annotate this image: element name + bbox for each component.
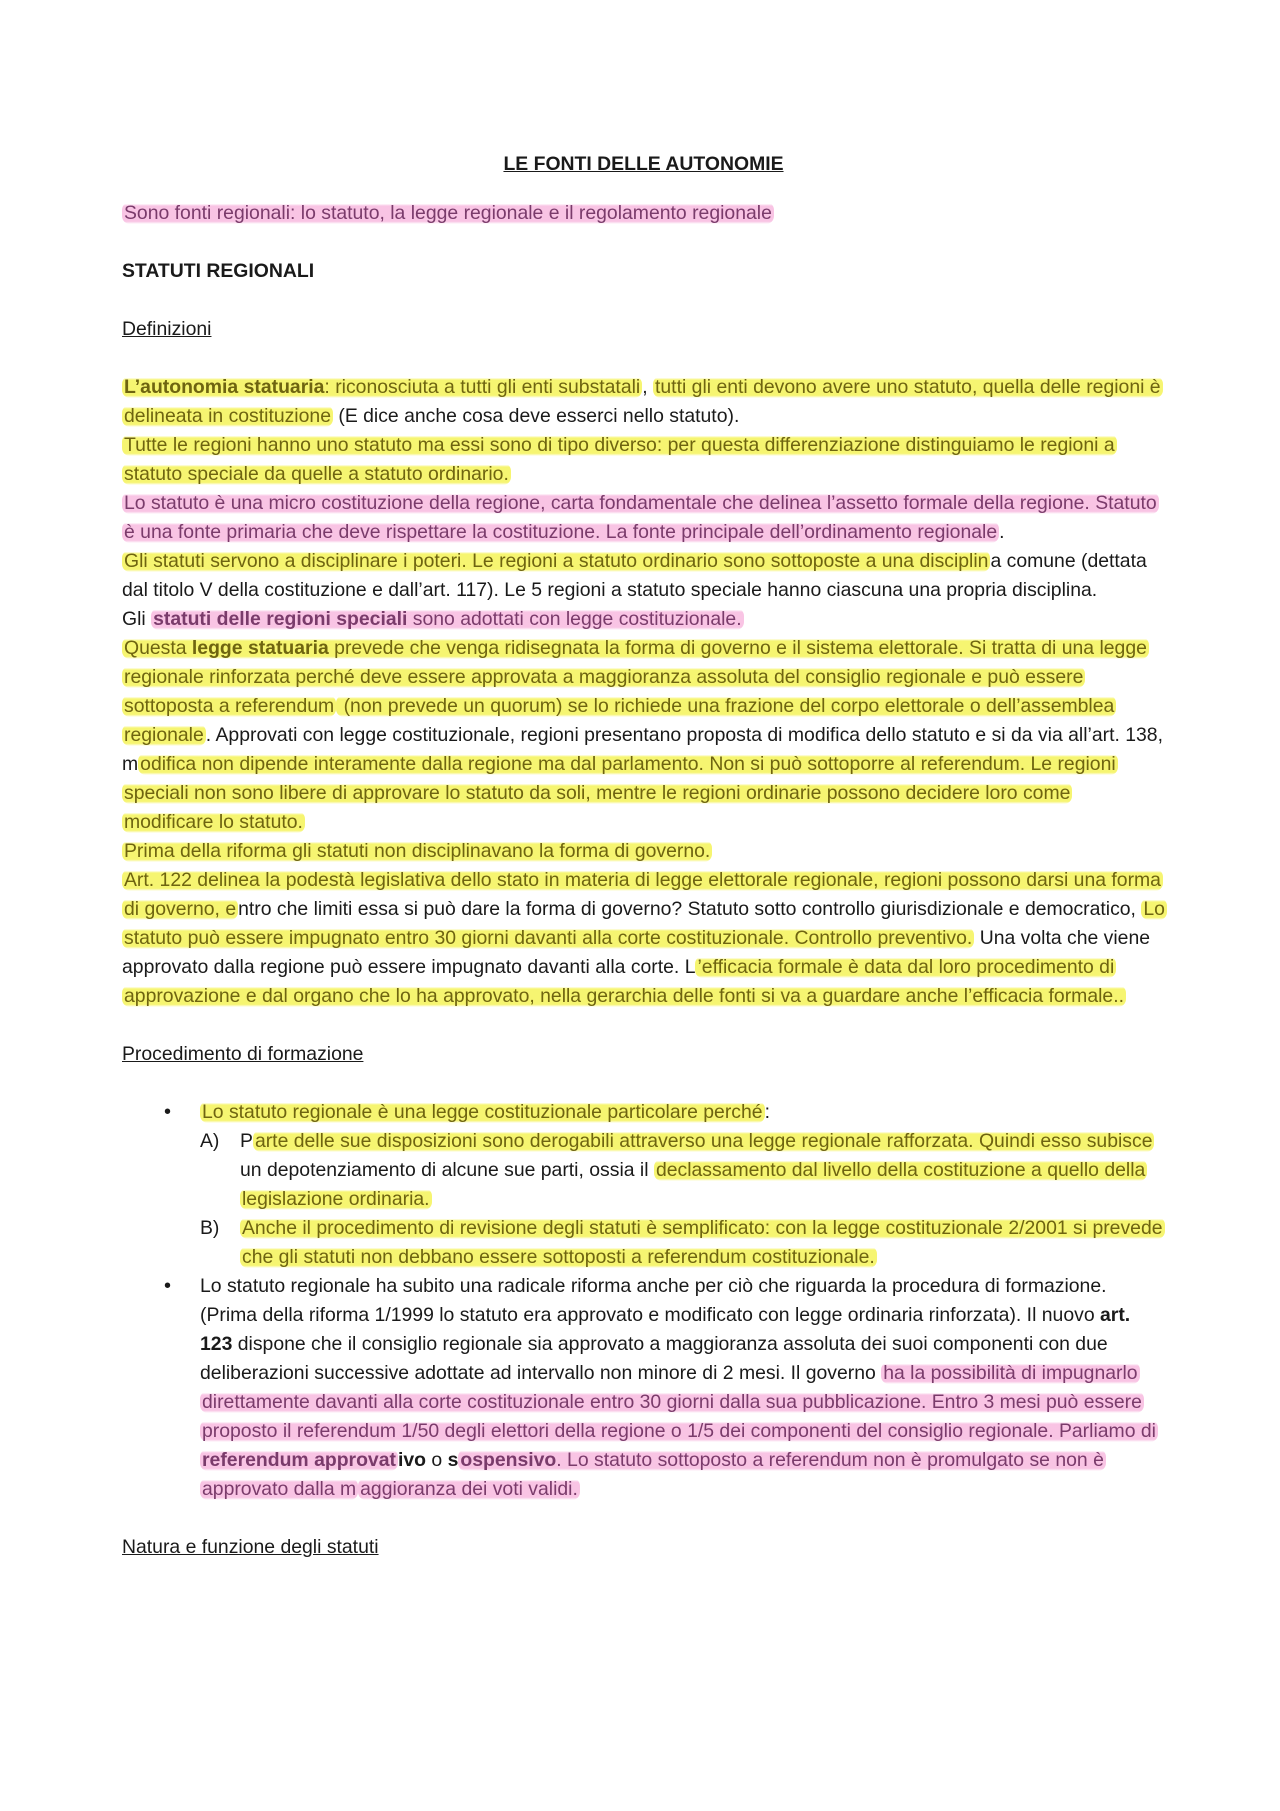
highlight-pink: Lo statuto è una micro costituzione della regione, carta fondamentale che delinea l’assetto formale della regione. Statuto è una fonte primaria che deve rispettare la costituzione. La fonte principale dell’ordinamento regionale <box>124 492 1157 543</box>
sub-list-item <box>200 1214 1165 1272</box>
sub-list-label: B) <box>200 1217 220 1239</box>
text-run: prevede che venga ridisegnata la forma di governo e il sistema elettorale. Si tratta di una legge regionale rinforzata perché deve essere approvata a maggioranza assoluta del consiglio regionale e può essere sottoposta a referendum <box>124 637 1147 717</box>
highlight-yellow: Lo statuto può essere impugnato entro 30 giorni davanti alla corte costituzionale. Controllo preventivo. <box>124 898 1165 949</box>
sub-list <box>200 1127 1165 1272</box>
bold-term: referendum approvat <box>202 1449 396 1471</box>
paragraph-art-122 <box>122 866 1165 1011</box>
bullet-list <box>122 1098 1165 1504</box>
sub-list-label: A) <box>200 1130 220 1152</box>
paragraph-legge-statuaria <box>122 634 1165 837</box>
text-run: , <box>642 376 654 398</box>
highlight-yellow: tutti gli enti devono avere uno statuto, quella delle regioni è delineata in costituzione <box>124 376 1161 427</box>
subheading-definizioni: Definizioni <box>122 318 212 340</box>
highlight-yellow: Prima della riforma gli statuti non disciplinavano la forma di governo. <box>124 840 711 862</box>
paragraph-prima-riforma <box>122 837 1165 866</box>
paragraph-disciplina <box>122 547 1165 605</box>
intro-paragraph <box>122 199 1165 228</box>
text-run: un depotenziamento di alcune sue parti, ossia il <box>240 1159 654 1181</box>
highlight-yellow: declassamento dal livello della costituzione a quello della legislazione ordinaria. <box>242 1159 1146 1210</box>
text-run: P <box>240 1130 253 1152</box>
list-item <box>200 1272 1165 1504</box>
sub-list-item <box>200 1127 1165 1214</box>
highlight-yellow: Tutte le regioni hanno uno statuto ma essi sono di tipo diverso: per questa differenziazione distinguiamo le regioni a statuto speciale da quelle a statuto ordinario. <box>124 434 1115 485</box>
bold-term: s <box>447 1449 459 1471</box>
highlight-pink: Sono fonti regionali: lo statuto, la legge regionale e il regolamento regionale <box>124 202 772 224</box>
text-run: . Lo statuto sottoposto a referendum non è promulgato se non è approvato dalla m <box>202 1449 1104 1500</box>
highlight-yellow: (non prevede un quorum) se lo richiede una frazione del corpo elettorale o dell’assemblea regionale <box>124 695 1115 746</box>
text-run: dispone che il consiglio regionale sia approvato a maggioranza assoluta dei suoi componenti con due deliberazioni successive adottate ad intervallo non minore di 2 mesi. Il governo <box>200 1333 1108 1384</box>
text-run: o <box>426 1449 448 1471</box>
text-run: Lo statuto regionale ha subito una radicale riforma anche per ciò che riguarda la procedura di formazione. (Prima della riforma 1/1999 lo statuto era approvato e modificato con legge ordinaria rinforzata). Il nuovo <box>200 1275 1107 1326</box>
list-item <box>200 1098 1165 1272</box>
text-run: a comune (dettata dal titolo V della costituzione e dall’art. 117). Le 5 regioni a statuto speciale hanno ciascuna una propria disciplina. <box>122 550 1147 601</box>
text-run: sono adottati con legge costituzionale. <box>407 608 742 630</box>
text-run: (E dice anche cosa deve esserci nello statuto). <box>332 405 740 427</box>
highlight-yellow: Gli statuti servono a disciplinare i poteri. Le regioni a statuto ordinario sono sottoposte a una disciplin <box>124 550 989 572</box>
highlight-yellow: Lo statuto regionale è una legge costituzionale particolare perché <box>202 1101 763 1123</box>
text-run: : riconosciuta a tutti gli enti substatali <box>324 376 641 398</box>
bold-term: legge statuaria <box>191 637 329 659</box>
highlight-yellow: ’efficacia formale è data dal loro procedimento di approvazione e dal organo che lo ha approvato, nella gerarchia delle fonti si va a guardare anche l’efficacia formale.. <box>124 956 1124 1007</box>
bold-term: statuti delle regioni speciali <box>153 608 408 630</box>
highlight-pink <box>151 608 744 630</box>
highlight-pink: aggioranza dei voti validi. <box>360 1478 578 1500</box>
highlight-yellow: Anche il procedimento di revisione degli statuti è semplificato: con la legge costituzionale 2/2001 si prevede che gli statuti non debbano essere sottoposti a referendum costituzionale. <box>242 1217 1163 1268</box>
paragraph-micro-costituzione <box>122 489 1165 547</box>
highlight-yellow: odifica non dipende interamente dalla regione ma dal parlamento. Non si può sottoporre al referendum. Le regioni speciali non sono libere di approvare lo statuto da soli, mentre le regioni ordinarie possono decidere loro come modificare lo statuto. <box>124 753 1116 833</box>
text-run: Questa <box>124 637 192 659</box>
text-run: ha la possibilità di impugnarlo direttamente davanti alla corte costituzionale entro 30 giorni dalla sua pubblicazione. Entro 3 mesi può essere proposto il referendum 1/50 degli elettori della regione o 1/5 dei componenti del consiglio regionale. Parliamo di <box>202 1362 1156 1442</box>
text-run: . <box>999 521 1005 543</box>
text-run: Una volta che viene approvato dalla regione può essere impugnato davanti alla corte. L <box>122 927 1151 978</box>
highlight-yellow: Art. 122 delinea la podestà legislativa dello stato in materia di legge elettorale regionale, regioni possono darsi una forma di governo, e <box>124 869 1161 920</box>
highlight-yellow <box>122 376 642 398</box>
paragraph-autonomia <box>122 373 1165 431</box>
text-run: Gli <box>122 608 152 630</box>
bold-term: ospensivo <box>460 1449 557 1471</box>
text-run: ntro che limiti essa si può dare la forma di governo? Statuto sotto controllo giurisdizionale e democratico, <box>238 898 1142 920</box>
document-title: LE FONTI DELLE AUTONOMIE <box>503 153 784 175</box>
subheading-natura: Natura e funzione degli statuti <box>122 1536 379 1558</box>
subheading-procedimento: Procedimento di formazione <box>122 1043 364 1065</box>
text-run: : <box>764 1101 770 1123</box>
bold-term: art. 123 <box>200 1304 1131 1355</box>
bold-term: ivo <box>397 1449 426 1471</box>
section-heading-statuti: STATUTI REGIONALI <box>122 260 315 282</box>
paragraph-statuti-speciali <box>122 605 1165 634</box>
paragraph-tipi-statuto <box>122 431 1165 489</box>
bold-term: L’autonomia statuaria <box>124 376 325 398</box>
text-run: . Approvati con legge costituzionale, regioni presentano proposta di modifica dello statuto e si da via all’art. 138, m <box>122 724 1163 775</box>
highlight-yellow: arte delle sue disposizioni sono derogabili attraverso una legge regionale rafforzata. Quindi esso subisce <box>254 1130 1153 1152</box>
